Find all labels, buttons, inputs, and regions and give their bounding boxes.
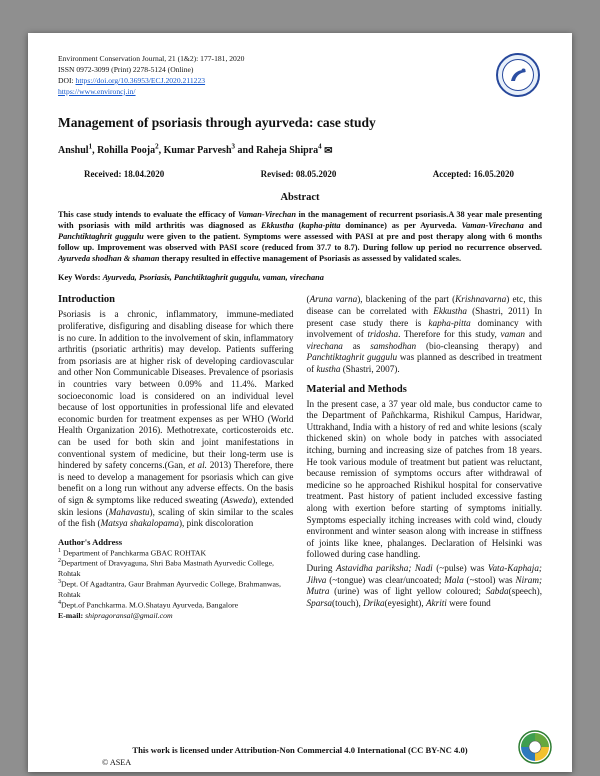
body-paragraph-1: (Aruna varna), blackening of the part (Krishnavarna) etc, this disease can be correlated with Ekkustha (Shastri, 2011) In present case study there is kapha-pitta dominancy with involvement of tridosha. Therefore for this study, vaman and virechana as samshodhan (bio-cleansing therapy) and Panchtiktaghrit guggulu was planned as described in treatment of kustha (Shastri, 2007). [306,294,543,375]
journal-site-link[interactable]: https://www.environcj.in/ [58,87,136,96]
doi-line [58,75,244,86]
journal-logo [496,53,540,102]
left-column [58,294,294,621]
asea-logo [518,730,552,769]
accepted-date: Accepted: 16.05.2020 [432,169,514,180]
journal-citation: Environment Conservation Journal, 21 (1&2): 177-181, 2020 [58,54,245,63]
body-paragraph-3: During Astavidha pariksha; Nadi (~pulse) was Vata-Kaphaja; Jihva (~tongue) was clear/uncoated; Mala (~stool) was Niram; Mutra (urine) was of light yellow coloured; Sabda(speech), Sparsa(touch), Drika(eyesight), Akriti were found [306,562,543,608]
email-link[interactable]: shipragoransal@gmail.com [85,610,173,620]
keywords-terms: Ayurveda, Psoriasis, Panchtiktaghrit guggulu, vaman, virechana [102,273,324,283]
dates-row [58,169,542,179]
received-date: Received: 18.04.2020 [84,169,165,180]
methods-heading: Material and Methods [306,383,407,395]
authors-address [58,537,294,621]
authors-line [58,143,542,156]
site-line [58,86,244,97]
keywords-label: Key Words: [58,273,101,283]
address-line: $^1$ Department of Panchkarma GBAC ROHTAK [58,547,207,558]
revised-date: Revised: 08.05.2020 [260,169,337,180]
doi-label: DOI: [58,76,76,85]
authors-address-heading: Author's Address [58,536,123,547]
issn-line: ISSN 0972-3099 (Print) 2278-5124 (Online) [58,65,194,74]
email-label: E-mail: [58,610,84,620]
copyright-text: © ASEA [102,758,132,767]
article-title: Management of psoriasis through ayurveda: case study [58,115,376,130]
abstract-heading: Abstract [280,192,320,204]
email-line [58,611,294,621]
license-line: This work is licensed under Attribution-Non Commercial 4.0 International (CC BY-NC 4.0) [132,745,468,755]
introduction-text: Psoriasis is a chronic, inflammatory, immune-mediated proliferative, disfiguring and disabling disease for which there is no cure. In addition to the involvement of skin, inflammatory arthritis (psoriatic arthritis) may develop. Patients suffering from psoriasis are at higher risk of developing cardiovascular and other Non Communicable Diseases. Prevalence of psoriasis in countries vary between 0.09% and 11.4%. Marked socioeconomic load is considered on an individual level because of lost opportunities in professional life and elevated economic burden for treatment expenses as per WHO (World Health Organization 2016). Methotrexate, corticosteroids etc. can be used for both skin and joint manifestations in conventional system of medicine, but their long-term use is hindered by safety concerns.(Gan, et al. 2013) Therefore, there is need to develop a management for psoriasis which can give benefit on a long run without any adverse effects. On the basis of sign & symptoms like reduced sweating (Asweda), extended skin lesions (Mahavastu), scaling of skin similar to the scales of the fish (Matsya shakalopama), pink discoloration [58,309,294,529]
right-column [307,294,543,621]
abstract-text: This case study intends to evaluate the efficacy of Vaman-Virechan in the management of recurrent psoriasis.A 38 year male presenting with psoriasis with mild arthritis was diagnosed as Ekkustha (kapha-pitta dominance) as per Ayurveda. Vaman-Virechana and Panchtiktaghrit guggulu were given to the patient. Symptoms were assessed with PASI at pre and post therapy along with 6 months follow up. Improvement was observed with PASI score (reduced from 37.7 to 8.7). During follow up period no recurrence observed. Ayurveda shodhan & shaman therapy resulted in effective management of Psoriasis as assessed by validated scales. [58,210,543,264]
address-line: $^4$Dept.of Panchkarma. M.O.Shatayu Ayurveda, Bangalore [58,600,239,610]
journal-header [58,53,542,102]
journal-meta [58,53,244,97]
introduction-heading: Introduction [58,294,115,306]
body-paragraph-2: In the present case, a 37 year old male, bus conductor came to the Department of Pañchkarma, Rishikul Campus, Haridwar, Uttrakhand, India with a history of red and white lesions (scaly thickened skin) on whole body in patches with associated itching, burning and increasing size of patches from 18 years. He took various module of treatment but patient was reluctant, because remission of symptoms occurs after withdrawal of medicine so he approached Rishikul hospital for conservative treatment. Past history of patient included excessive fasting along with exertion before starting of symptoms initially. Symptoms especially itching increases with cold wind, cloudy environment and winter season along with increase in stiffness of joints like knee, phalanges. Declaration of Helsinki was followed during case handling. [306,398,542,560]
page-footer [58,745,542,767]
keywords-line [58,273,542,282]
article-page [28,33,572,772]
mail-icon[interactable]: ✉ [324,145,333,157]
address-line: $^3$Dept. Of Agadtantra, Gaur Brahman Ayurvedic College, Brahmanwas, Rohtak [58,579,281,600]
two-column-body [58,294,542,621]
doi-link[interactable]: https://doi.org/10.36953/ECJ.2020.211223 [75,76,206,85]
address-line: $^2$Department of Dravyaguna, Shri Baba Mastnath Ayurvedic College, Rohtak [58,558,274,579]
author-names: Anshul$^1$, Rohilla Pooja$^2$, Kumar Parvesh$^3$ and Raheja Shipra$^4$ [58,143,322,157]
